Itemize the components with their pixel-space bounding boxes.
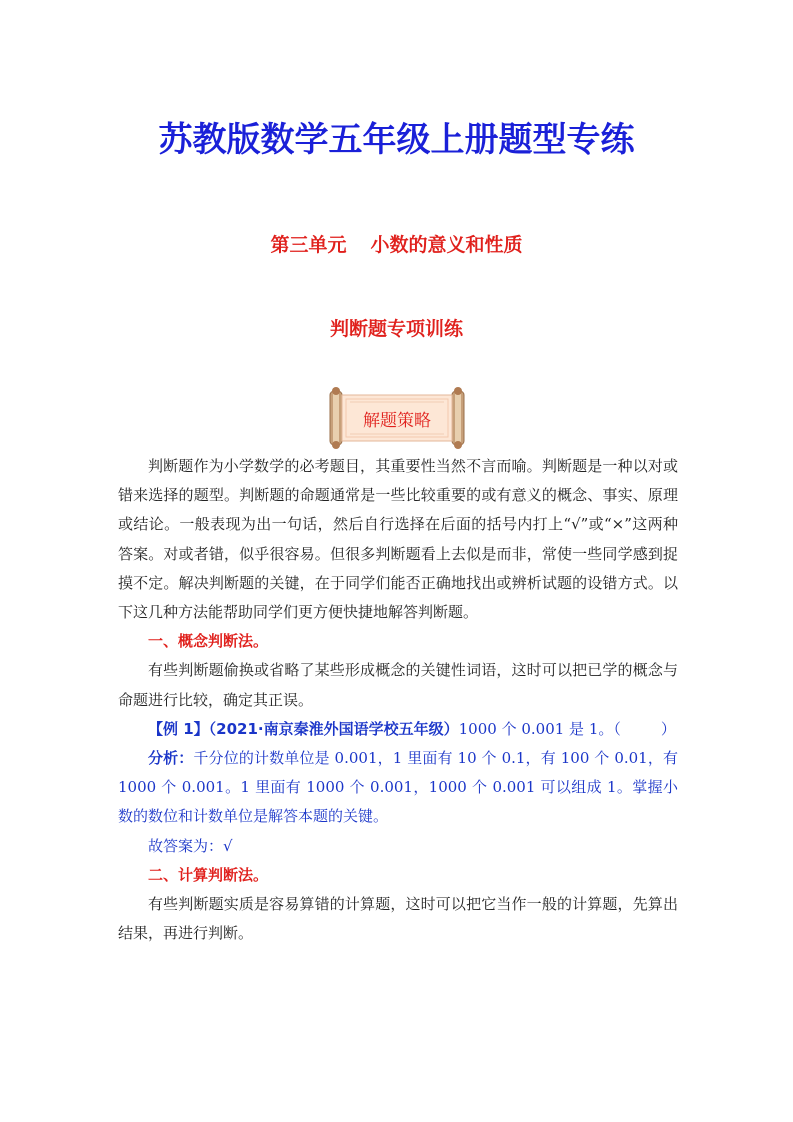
analysis-tag: 分析： xyxy=(148,749,194,768)
main-title: 苏教版数学五年级上册题型专练 xyxy=(158,120,635,160)
example-question-close: ） xyxy=(660,719,676,738)
analysis-paragraph xyxy=(118,744,678,832)
section-body-concept: 有些判断题偷换或省略了某些形成概念的关键性词语，这时可以把已学的概念与命题进行比较，确定其正误。 xyxy=(118,661,678,709)
unit-title xyxy=(0,230,793,257)
document-body xyxy=(118,452,678,948)
unit-name: 小数的意义和性质 xyxy=(370,234,523,256)
section-subtitle: 判断题专项训练 xyxy=(329,318,463,340)
section-heading-calculation: 二、计算判断法。 xyxy=(148,865,269,884)
example-source: （2021·南京秦淮外国语学校五年级） xyxy=(208,719,459,738)
answer-line: 故答案为：√ xyxy=(148,836,233,855)
intro-paragraph: 判断题作为小学数学的必考题目，其重要性当然不言而喻。判断题是一种以对或错来选择的题型。判断题的命题通常是一些比较重要的或有意义的概念、事实、原理或结论。一般表现为出一句话，然后自行选择在后面的括号内打上“√”或“×”这两种答案。对或者错，似乎很容易。但很多判断题看上去似是而非，常使一些同学感到捉摸不定。解决判断题的关键，在于同学们能否正确地找出或辨析试题的设错方式。以下这几种方法能帮助同学们更方便快捷地解答判断题。 xyxy=(118,457,678,622)
analysis-text: 千分位的计数单位是 0.001，1 里面有 10 个 0.1，有 100 个 0.01，有 1000 个 0.001。1 里面有 1000 个 0.001，1000 个 0.001 可以组成 1。掌握小数的数位和计数单位是解答本题的关键。 xyxy=(118,749,678,826)
example-question-text: 1000 个 0.001 是 1。（ xyxy=(458,719,621,738)
example-tag: 【例 1】 xyxy=(148,719,209,738)
strategy-scroll-banner xyxy=(326,387,468,449)
unit-number: 第三单元 xyxy=(270,234,347,256)
section-heading-concept: 一、概念判断法。 xyxy=(148,632,269,651)
strategy-label: 解题策略 xyxy=(363,411,431,431)
example-question xyxy=(118,715,678,744)
section-body-calculation: 有些判断题实质是容易算错的计算题，这时可以把它当作一般的计算题，先算出结果，再进行判断。 xyxy=(118,895,678,943)
